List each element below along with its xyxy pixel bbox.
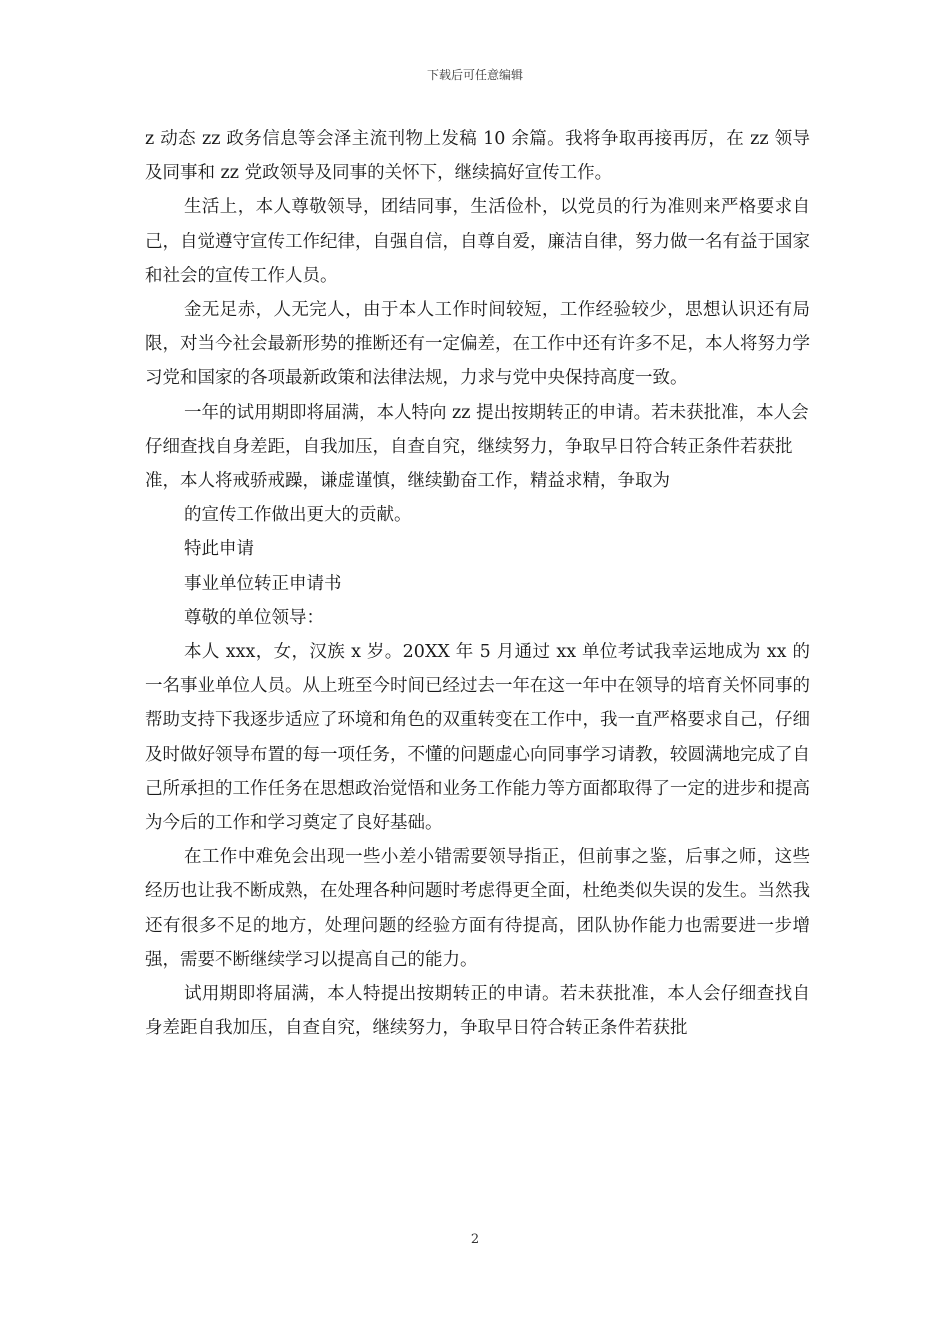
closing-line: 特此申请 xyxy=(184,539,254,560)
page-number: 2 xyxy=(470,1232,480,1247)
paragraph-mistakes: 在工作中难免会出现一些小差小错需要领导指正，但前事之鉴，后事之师，这些经历也让我不断成熟，在处理各种问题时考虑得更全面，杜绝类似失误的发生。当然我还有很多不足的地方，处理问题的经验方面有待提高，团队协作能力也需要进一步增强，需要不断继续学习以提高自己的能力。 xyxy=(145,847,810,970)
page-header: 下载后可任意编辑 xyxy=(426,68,523,82)
paragraph-introduction: 本人 xxx，女，汉族 x 岁。20XX 年 5 月通过 xx 单位考试我幸运地成为 xx 的一名事业单位人员。从上班至今时间已经过去一年在这一年中在领导的培育关怀同事的帮助支持下我逐步适应了环境和角色的双重转变在工作中，我一直严格要求自己，仔细及时做好领导布置的每一项任务，不懂的问题虚心向同事学习请教，较圆满地完成了自己所承担的工作任务在思想政治觉悟和业务工作能力等方面都取得了一定的进步和提高为今后的工作和学习奠定了良好基础。 xyxy=(145,642,810,834)
paragraph-contribution: 的宣传工作做出更大的贡献。 xyxy=(184,505,412,526)
paragraph-continuation: z 动态 zz 政务信息等会泽主流刊物上发稿 10 余篇。我将争取再接再厉，在 zz 领导及同事和 zz 党政领导及同事的关怀下，继续搞好宣传工作。 xyxy=(145,129,810,184)
document-title: 事业单位转正申请书 xyxy=(184,573,342,594)
paragraph-request: 试用期即将届满，本人特提出按期转正的申请。若未获批准，本人会仔细查找自身差距自我加压，自查自究，继续努力，争取早日符合转正条件若获批 xyxy=(145,984,810,1039)
document-body xyxy=(145,122,810,1045)
paragraph-life: 生活上，本人尊敬领导，团结同事，生活俭朴，以党员的行为准则来严格要求自己，自觉遵守宣传工作纪律，自强自信，自尊自爱，廉洁自律，努力做一名有益于国家和社会的宣传工作人员。 xyxy=(145,197,810,286)
paragraph-application: 一年的试用期即将届满，本人特向 zz 提出按期转正的申请。若未获批准，本人会仔细查找自身差距，自我加压，自查自究，继续努力，争取早日符合转正条件若获批准，本人将戒骄戒躁，谦虚谨慎，继续勤奋工作，精益求精，争取为 xyxy=(145,402,809,492)
salutation: 尊敬的单位领导： xyxy=(184,607,324,628)
paragraph-shortcomings: 金无足赤，人无完人，由于本人工作时间较短，工作经验较少，思想认识还有局限，对当今社会最新形势的推断还有一定偏差，在工作中还有许多不足，本人将努力学习党和国家的各项最新政策和法律法规，力求与党中央保持高度一致。 xyxy=(145,300,810,389)
